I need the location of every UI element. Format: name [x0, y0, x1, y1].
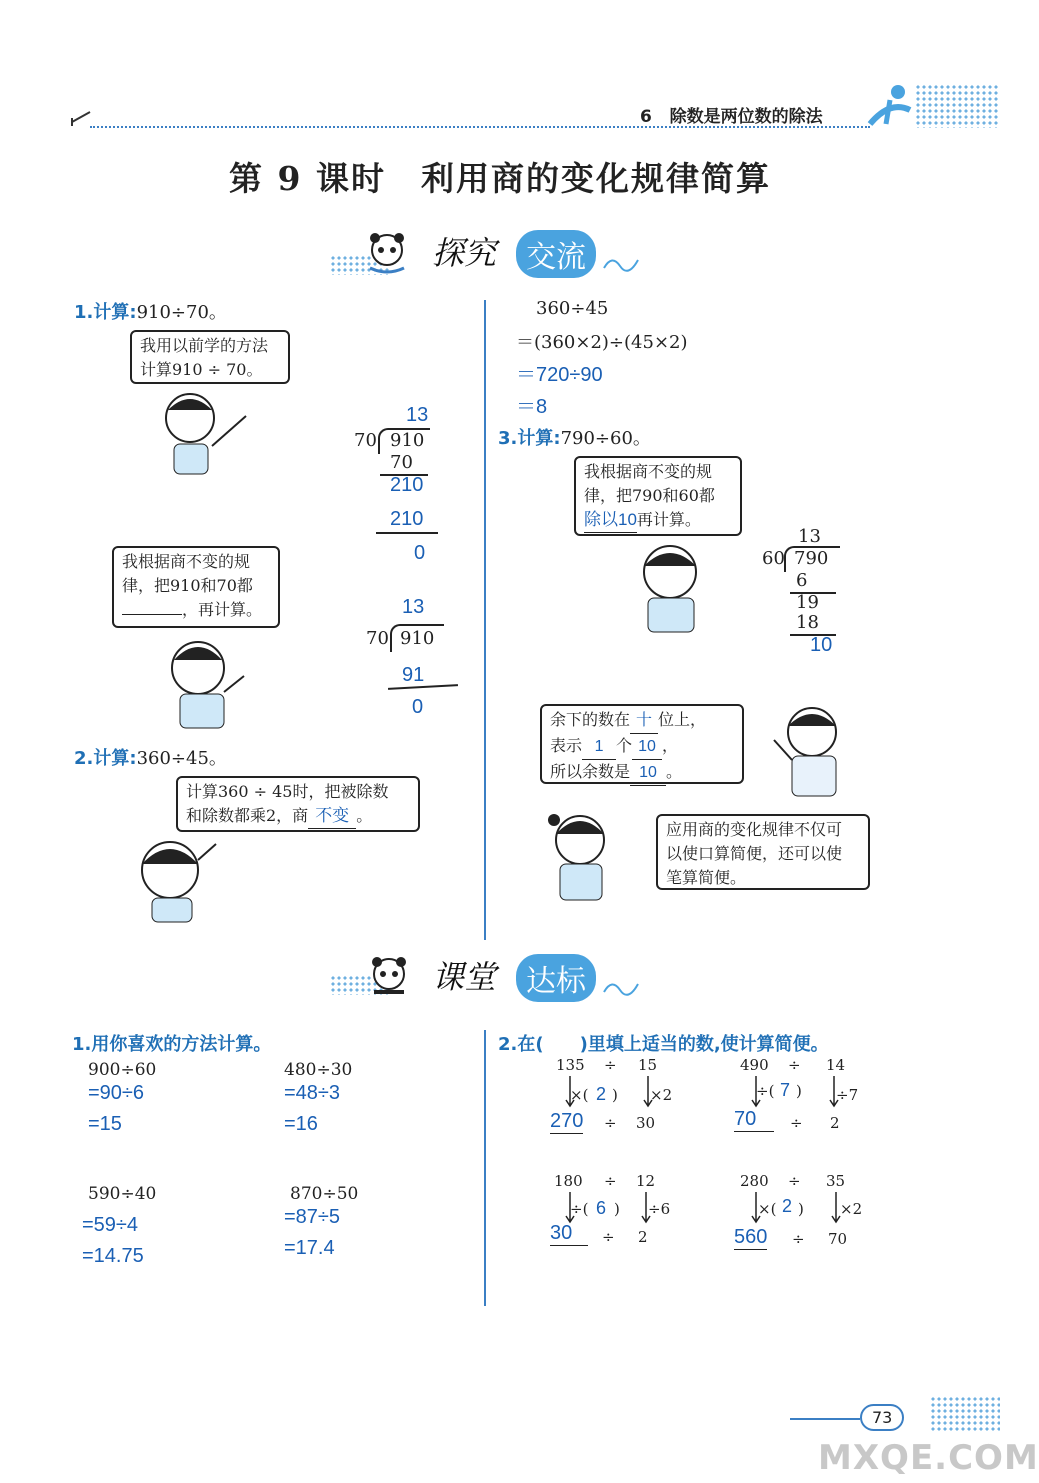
p3-bubble1-line2: 律，把790和60都	[584, 486, 715, 505]
p2i4-bop: ×2	[840, 1200, 863, 1218]
p2i4-op: ÷	[788, 1172, 801, 1190]
p2-bubble	[176, 776, 420, 832]
p2i2-rb: 2	[830, 1114, 840, 1132]
p3-b3-line1: 应用商的变化规律不仅可	[666, 820, 843, 839]
watermark: MXQE.COM	[818, 1438, 1039, 1478]
p2i4-left: ×(	[758, 1200, 777, 1218]
p2i2-ra: 70	[734, 1108, 774, 1132]
practice2-item-4	[734, 1172, 864, 1256]
p1-bubble2-line2: 律，把910和70都	[122, 576, 253, 595]
p2i4-rb: 70	[828, 1230, 848, 1248]
p3-bubble1-line3: 再计算。	[636, 510, 701, 529]
p3-b2-t7: 。	[666, 762, 683, 781]
p2i3-left: ÷(	[570, 1200, 589, 1218]
p2-answer: 不变	[308, 804, 356, 829]
p2i3-b: 12	[636, 1172, 656, 1190]
p1-div1	[352, 404, 452, 564]
p2i3-op: ÷	[604, 1172, 617, 1190]
panda-icon-2	[364, 952, 414, 1000]
p2i1-bop: ×2	[650, 1086, 673, 1104]
p3-div-rem2: 10	[810, 634, 833, 656]
p2i1-op: ÷	[604, 1056, 617, 1074]
p3-b3-line2: 以使口算简便，还可以使	[666, 844, 843, 863]
p3-b2-t6: 所以余数是	[550, 762, 631, 781]
p1-div2	[366, 596, 466, 726]
p3-b2-count: 1	[582, 735, 616, 760]
p1-heading	[74, 298, 227, 324]
practice1-item-3-expr: 590÷40	[88, 1184, 157, 1204]
p3-div-dividend: 790	[794, 548, 829, 569]
p2i2-right: )	[796, 1082, 802, 1100]
p3-heading	[498, 424, 651, 450]
footer-dots	[930, 1396, 1000, 1432]
column-divider-top	[484, 300, 486, 940]
rt-line4: ＝8	[516, 396, 548, 418]
p2i4-op2: ÷	[792, 1230, 805, 1248]
p2i2-fill: 7	[780, 1080, 791, 1100]
p2i3-ra: 30	[550, 1222, 588, 1246]
p1-div1-sub2: 210	[390, 508, 424, 530]
p1-bubble2-blank	[122, 598, 182, 615]
practice1-item-2-l2: =16	[284, 1113, 318, 1135]
section1-title-b: 交流	[516, 230, 596, 278]
section2-title-a: 课堂	[432, 958, 497, 996]
p2i1-rb: 30	[636, 1114, 656, 1132]
header-logo-icon	[860, 80, 920, 130]
p2i2-bop: ÷7	[836, 1086, 859, 1104]
p2i2-left: ÷(	[756, 1082, 775, 1100]
p1-div1-divisor: 70	[354, 430, 377, 451]
footer-rule	[790, 1418, 860, 1420]
p3-div-sub2: 18	[796, 612, 819, 633]
p2-bubble-line2: 和除数都乘2，商	[186, 806, 309, 825]
header-dots	[915, 84, 1000, 128]
practice2-heading: 2.在( )里填上适当的数,使计算简便。	[498, 1034, 829, 1055]
p2-bubble-line1: 计算360 ÷ 45时，把被除数	[186, 782, 389, 801]
p2i1-right: )	[612, 1086, 618, 1104]
practice1-item-4-l2: =17.4	[284, 1237, 335, 1259]
p2i1-a: 135	[556, 1056, 585, 1074]
practice1-item-3	[82, 1184, 242, 1268]
p2i1-op2: ÷	[604, 1114, 617, 1132]
p2i1-ra: 270	[550, 1110, 584, 1132]
practice1-item-1-l2: =15	[88, 1113, 122, 1135]
practice2-item-1	[550, 1056, 680, 1140]
p3-b2-t2: 位上，	[658, 710, 707, 729]
section2-flourish-icon	[602, 976, 642, 998]
p1-expr: 910÷70。	[136, 302, 227, 323]
girl-illustration-1	[150, 386, 260, 476]
p2i4-fill: 2	[782, 1196, 793, 1216]
p2i1-b: 15	[638, 1056, 658, 1074]
boy-illustration-2	[128, 830, 228, 924]
p1-bubble2-line3: ，再计算。	[182, 600, 263, 619]
rt-line2: ＝(360×2)÷(45×2)	[516, 332, 688, 353]
p3-bubble2	[540, 704, 744, 784]
rt-line1: 360÷45	[536, 298, 609, 319]
p3-b2-unit: 10	[632, 735, 662, 760]
chapter-num: 6	[640, 107, 652, 127]
p1-num: 1.计算:	[74, 302, 137, 323]
practice1-item-4	[284, 1184, 444, 1260]
p3-div-quotient: 13	[798, 526, 821, 547]
p2i3-op2: ÷	[602, 1228, 615, 1246]
practice1-item-1-l1: =90÷6	[88, 1082, 145, 1104]
lesson-title: 第 9 课时 利用商的变化规律简算	[229, 159, 771, 198]
practice1-item-2-l1: =48÷3	[284, 1082, 341, 1104]
p3-num: 3.计算:	[498, 428, 561, 449]
practice1-item-3-l1: =59÷4	[82, 1214, 139, 1236]
column-divider-bottom	[484, 1030, 486, 1306]
p1-div2-sub1: 91	[402, 664, 425, 686]
p1-div2-divisor: 70	[366, 628, 389, 649]
p3-bubble3	[656, 814, 870, 890]
chapter-title: 除数是两位数的除法	[669, 107, 823, 127]
p1-div2-quotient: 13	[402, 596, 425, 618]
p2i4-b: 35	[826, 1172, 846, 1190]
practice1-item-1	[88, 1060, 248, 1136]
p3-bubble1-answer: 除以10	[584, 508, 637, 533]
rt-line3: ＝720÷90	[516, 364, 603, 386]
p2i1-left: ×(	[570, 1086, 589, 1104]
practice1-item-1-expr: 900÷60	[88, 1060, 157, 1080]
p2-bubble-line2-end: 。	[356, 806, 373, 825]
p2i3-rb: 2	[638, 1228, 648, 1246]
p1-div1-rule2	[376, 532, 438, 534]
practice1-item-4-expr: 870÷50	[290, 1184, 359, 1204]
section2-title-b: 达标	[516, 954, 596, 1002]
p1-div1-rem2: 0	[414, 542, 426, 564]
p2i4-a: 280	[740, 1172, 769, 1190]
practice1-item-2	[284, 1060, 444, 1136]
p1-bubble2	[112, 546, 280, 628]
p2i2-op: ÷	[788, 1056, 801, 1074]
p3-b2-t4: 个	[616, 736, 633, 755]
p3-b2-place: 十	[630, 709, 658, 734]
p2i3-fill: 6	[596, 1198, 607, 1218]
p3-div-sub1: 6	[796, 570, 808, 591]
p2i4-ra: 560	[734, 1226, 768, 1248]
p1-bubble1-line2: 计算910 ÷ 70。	[140, 360, 263, 379]
p3-b3-line3: 笔算简便。	[666, 868, 747, 887]
boy-illustration-1	[160, 632, 270, 732]
p1-div1-rem1: 210	[390, 474, 424, 496]
p1-div2-rem1: 0	[412, 696, 424, 718]
p1-div1-dividend: 910	[390, 430, 425, 451]
page-number: 73	[860, 1404, 904, 1431]
p3-div-divisor: 60	[762, 548, 785, 569]
p2i4-arrow-right-icon	[832, 1192, 840, 1224]
p3-b2-t3: 表示	[550, 736, 583, 755]
p3-expr: 790÷60。	[560, 428, 651, 449]
p3-bubble1-line1: 我根据商不变的规	[584, 462, 713, 481]
p2i2-a: 490	[740, 1056, 769, 1074]
practice1-item-2-expr: 480÷30	[284, 1060, 353, 1080]
p3-b2-rem: 10	[630, 761, 666, 786]
p2i3-a: 180	[554, 1172, 583, 1190]
section1-flourish-icon	[602, 252, 642, 274]
practice2-item-2	[734, 1056, 864, 1140]
girl-illustration-2	[536, 806, 632, 902]
header-left-mark	[70, 108, 94, 128]
p3-bubble1	[574, 456, 742, 536]
p1-div1-sub1: 70	[390, 452, 413, 473]
p2i2-op2: ÷	[790, 1114, 803, 1132]
panda-icon	[362, 228, 412, 276]
chapter-heading	[640, 102, 823, 127]
boy-illustration-4	[768, 700, 854, 800]
practice1-item-4-l1: =87÷5	[284, 1206, 341, 1228]
p2i3-bop: ÷6	[648, 1200, 671, 1218]
p2i2-b: 14	[826, 1056, 846, 1074]
p2-heading	[74, 744, 227, 770]
practice1-heading: 1.用你喜欢的方法计算。	[72, 1034, 272, 1055]
p1-div1-quotient: 13	[406, 404, 429, 426]
p2i4-right: )	[798, 1200, 804, 1218]
practice1-item-3-l2: =14.75	[82, 1245, 144, 1267]
p2-num: 2.计算:	[74, 748, 137, 769]
p2i3-right: )	[614, 1200, 620, 1218]
p1-bubble2-line1: 我根据商不变的规	[122, 552, 251, 571]
boy-illustration-3	[630, 538, 720, 634]
p2-expr: 360÷45。	[136, 748, 227, 769]
p3-div-rem1: 19	[796, 592, 819, 613]
p3-b2-t5: ，	[662, 736, 679, 755]
p1-bubble1	[130, 330, 290, 384]
section1-title-a: 探究	[432, 234, 497, 272]
p3-div	[762, 526, 852, 656]
practice2-item-3	[550, 1172, 680, 1256]
p1-bubble1-line1: 我用以前学的方法	[140, 336, 269, 355]
p2i1-fill: 2	[596, 1084, 607, 1104]
p1-div2-dividend: 910	[400, 628, 435, 649]
p3-b2-t1: 余下的数在	[550, 710, 631, 729]
p1-div2-rule1	[388, 684, 458, 690]
